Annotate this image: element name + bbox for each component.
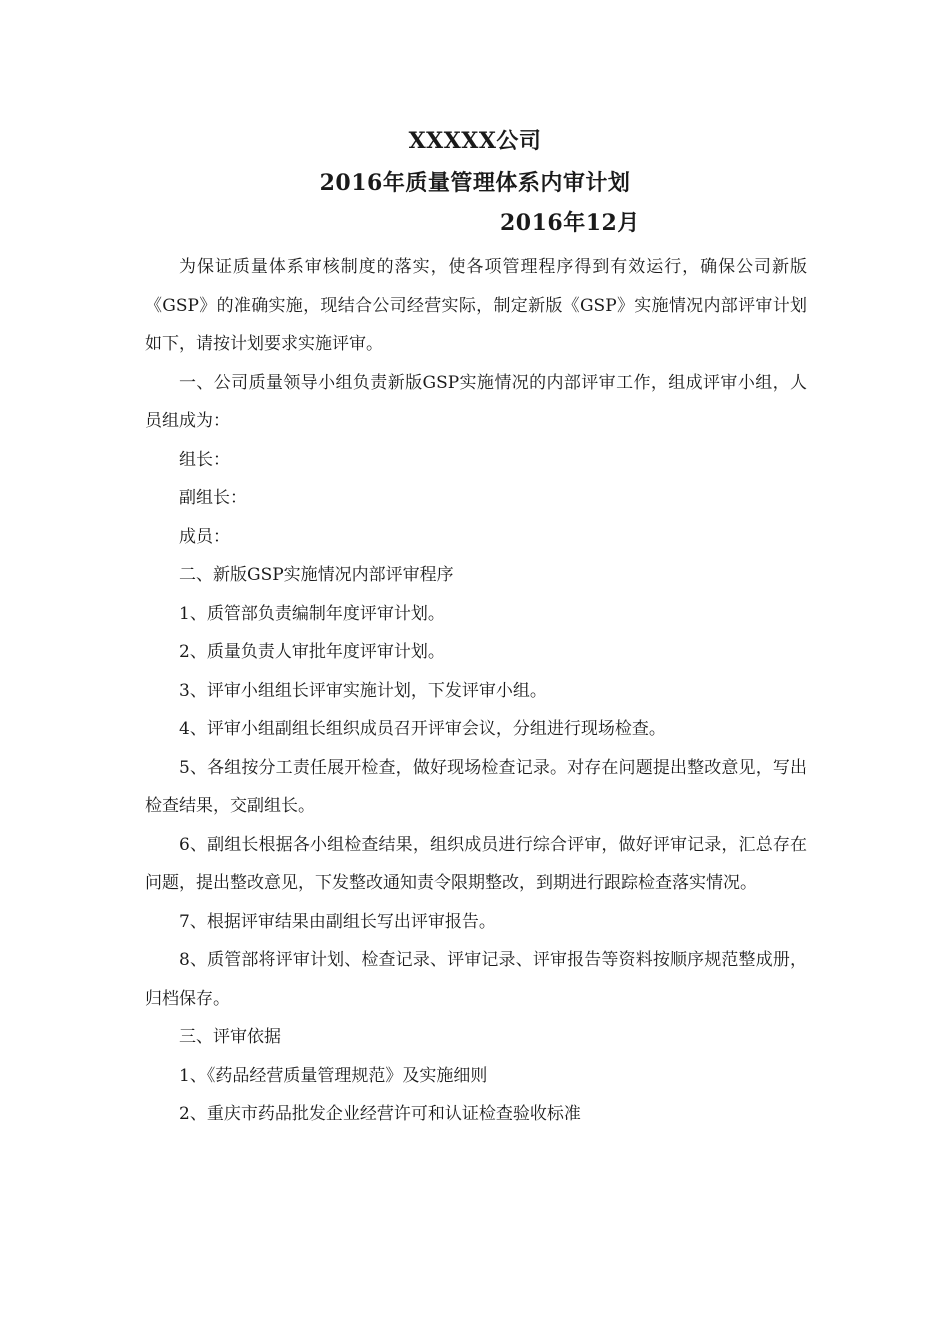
procedure-step: 7、根据评审结果由副组长写出评审报告。	[179, 911, 496, 932]
basis-item: 1、《药品经营质量管理规范》及实施细则	[179, 1065, 488, 1086]
procedure-step: 1、质管部负责编制年度评审计划。	[179, 603, 445, 624]
section-3-heading: 三、评审依据	[179, 1027, 281, 1047]
procedure-step: 4、评审小组副组长组织成员召开评审会议，分组进行现场检查。	[179, 719, 666, 739]
members-line: 成员：	[179, 526, 230, 547]
procedure-step: 3、评审小组组长评审实施计划，下发评审小组。	[179, 680, 547, 701]
deputy-leader-line: 副组长：	[179, 488, 247, 508]
section-2-heading: 二、新版GSP实施情况内部评审程序	[179, 565, 454, 585]
team-leader-line: 组长：	[179, 449, 230, 470]
basis-item: 2、重庆市药品批发企业经营许可和认证检查验收标准	[179, 1104, 581, 1124]
procedure-step: 2、质量负责人审批年度评审计划。	[179, 642, 445, 662]
procedure-step: 6、副组长根据各小组检查结果，组织成员进行综合评审，做好评审记录，汇总存在问题，提出整改意见，下发整改通知责令限期整改，到期进行跟踪检查落实情况。	[145, 834, 807, 893]
document-body	[145, 248, 807, 1134]
procedure-step: 5、各组按分工责任展开检查，做好现场检查记录。对存在问题提出整改意见，写出检查结果，交副组长。	[145, 757, 807, 816]
company-title: XXXXX公司	[408, 128, 542, 154]
procedure-step: 8、质管部将评审计划、检查记录、评审记录、评审报告等资料按顺序规范整成册，归档保存。	[145, 950, 807, 1009]
document-title: 2016年质量管理体系内审计划	[319, 170, 631, 196]
intro-paragraph: 为保证质量体系审核制度的落实，使各项管理程序得到有效运行，确保公司新版《GSP》的准确实施，现结合公司经营实际，制定新版《GSP》实施情况内部评审计划如下，请按计划要求实施评审。	[145, 257, 807, 354]
section-1-heading: 一、公司质量领导小组负责新版GSP实施情况的内部评审工作，组成评审小组，人员组成为：	[145, 372, 807, 431]
document-date: 2016年12月	[500, 210, 640, 236]
